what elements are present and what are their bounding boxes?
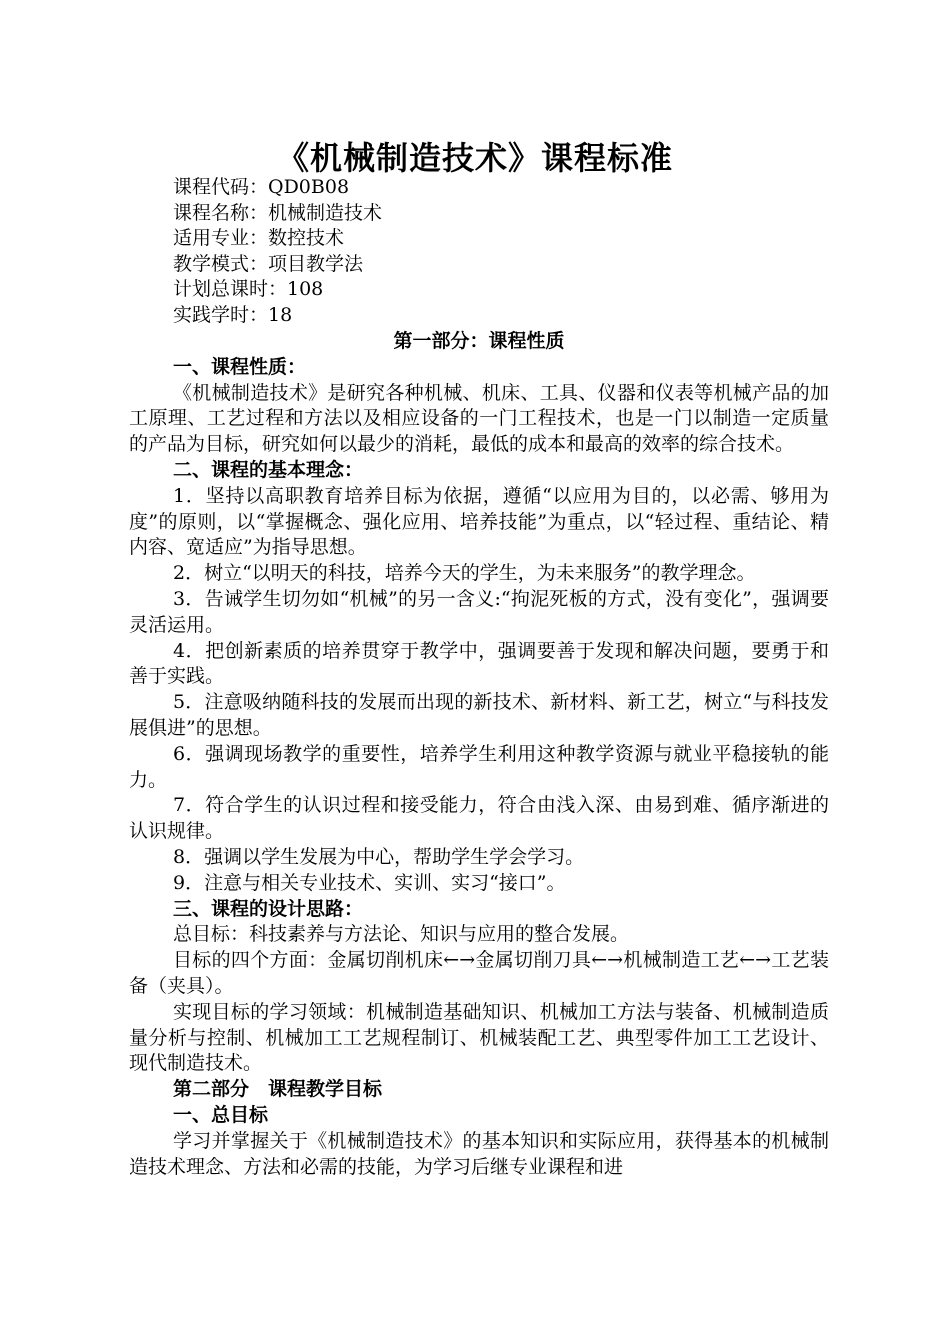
course-name: 课程名称：机械制造技术 [173,201,383,224]
part1-heading: 第一部分：课程性质 [393,330,565,352]
document-body [129,329,829,1180]
list-item: 5．注意吸纳随科技的发展而出现的新技术、新材料、新工艺，树立“与科技发展俱进”的思想。 [129,691,829,739]
section-heading: 一、课程性质： [173,355,307,378]
list-item: 9．注意与相关专业技术、实训、实习“接口”。 [173,871,566,894]
paragraph: 目标的四个方面：金属切削机床←→金属切削刀具←→机械制造工艺←→工艺装备（夹具）。 [129,949,829,997]
list-item: 2．树立“以明天的科技，培养今天的学生，为未来服务”的教学理念。 [173,562,756,585]
teaching-mode: 教学模式：项目教学法 [173,252,364,275]
list-item: 3．告诫学生切勿如“机械”的另一含义:“拘泥死板的方式，没有变化”，强调要灵活运用。 [129,587,829,636]
paragraph: 学习并掌握关于《机械制造技术》的基本知识和实际应用，获得基本的机械制造技术理念、方法和必需的技能，为学习后继专业课程和进 [129,1129,829,1178]
list-item: 7．符合学生的认识过程和接受能力，符合由浅入深、由易到难、循序渐进的认识规律。 [129,794,829,843]
part2-heading: 第二部分 课程教学目标 [173,1078,383,1101]
course-info [173,175,382,328]
section-heading: 三、课程的设计思路： [173,897,364,920]
list-item: 1．坚持以高职教育培养目标为依据，遵循“以应用为目的，以必需、够用为度”的原则，以“掌握概念、强化应用、培养技能”为重点，以“轻过程、重结论、精内容、宽适应”为指导思想。 [129,484,829,559]
list-item: 6．强调现场教学的重要性，培养学生利用这种教学资源与就业平稳接轨的能力。 [129,742,829,791]
section-heading: 二、课程的基本理念： [173,458,364,481]
practice-hours: 实践学时：18 [173,303,293,326]
document-title: 《机械制造技术》课程标准 [276,139,673,177]
section-heading: 一、总目标 [173,1103,269,1126]
total-hours: 计划总课时：108 [173,278,324,300]
applicable-major: 适用专业：数控技术 [173,227,345,249]
list-item: 4．把创新素质的培养贯穿于教学中，强调要善于发现和解决问题，要勇于和善于实践。 [129,639,829,688]
list-item: 8．强调以学生发展为中心，帮助学生学会学习。 [173,845,585,868]
paragraph: 实现目标的学习领域：机械制造基础知识、机械加工方法与装备、机械制造质量分析与控制、机械加工工艺规程制订、机械装配工艺、典型零件加工工艺设计、现代制造技术。 [129,1000,829,1075]
paragraph: 《机械制造技术》是研究各种机械、机床、工具、仪器和仪表等机械产品的加工原理、工艺过程和方法以及相应设备的一门工程技术，也是一门以制造一定质量的产品为目标，研究如何以最少的消耗，最低的成本和最高的效率的综合技术。 [129,381,829,456]
course-code: 课程代码：QD0B08 [173,176,350,198]
paragraph: 总目标：科技素养与方法论、知识与应用的整合发展。 [173,923,630,946]
